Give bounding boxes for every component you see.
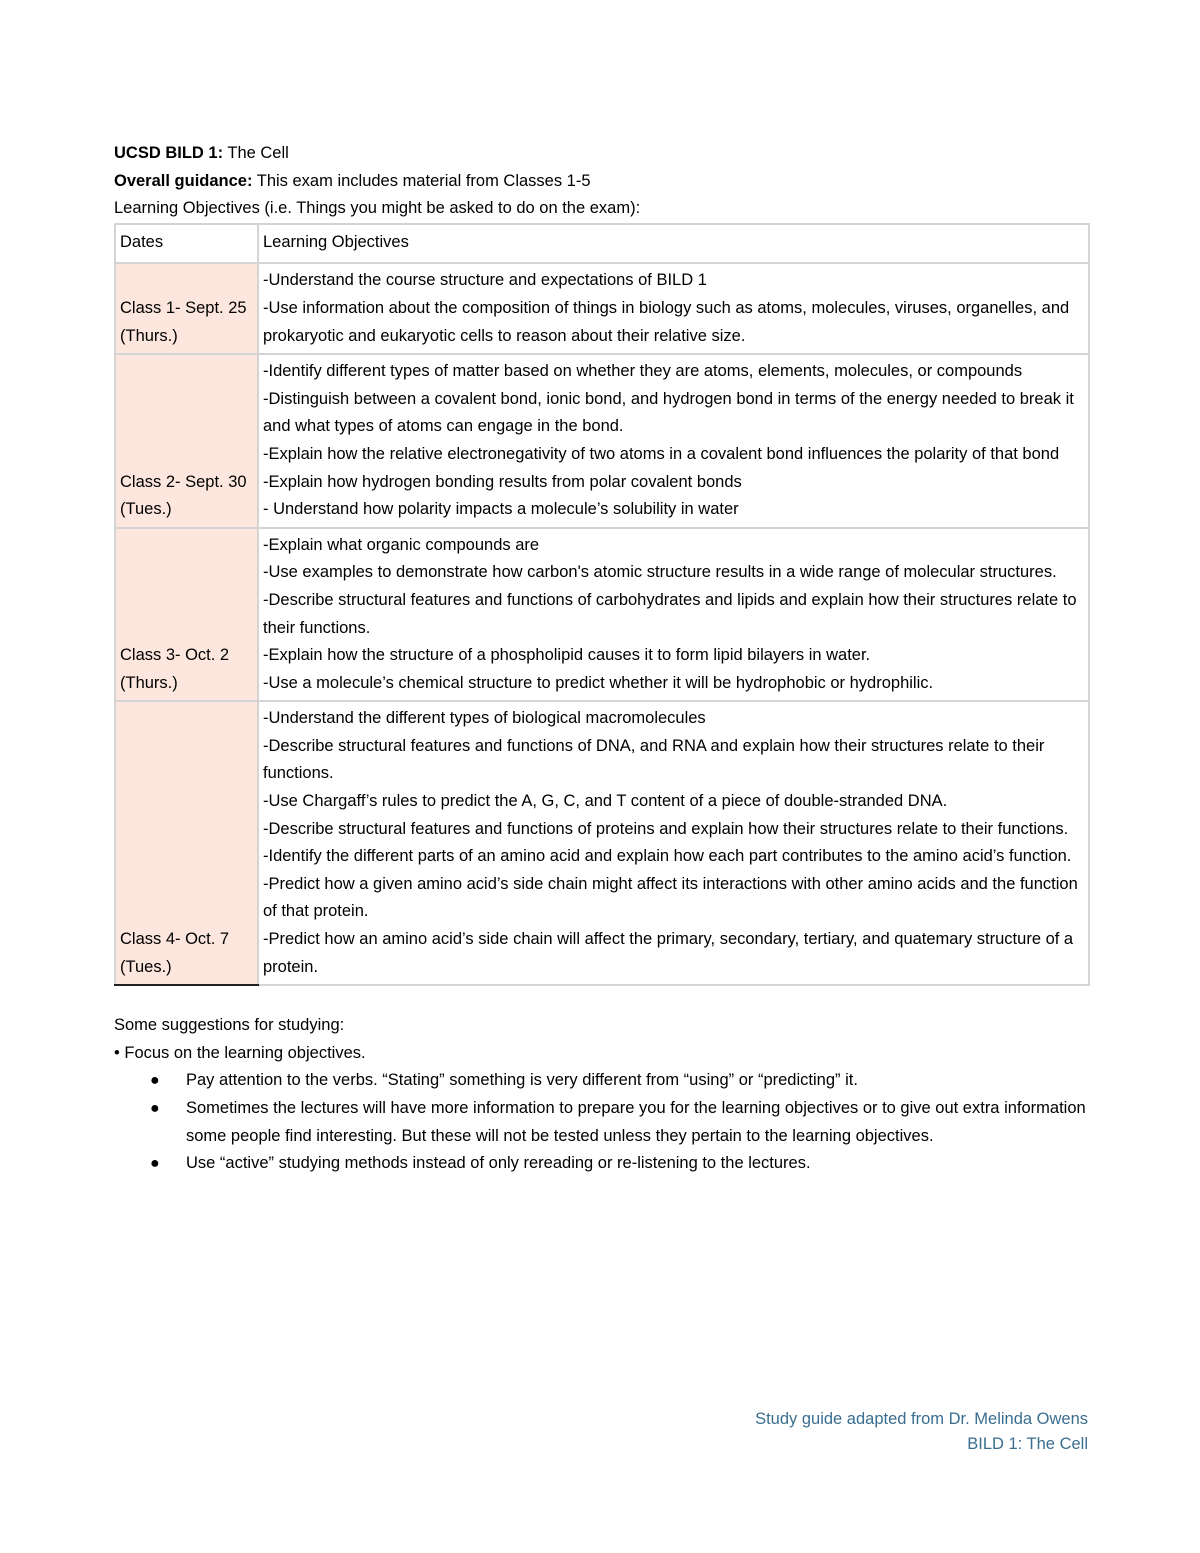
suggestion-text: Sometimes the lectures will have more information to prepare you for the learning objectives or to give out extra information some people find interesting. But these will not be tested unless they pertain to the learning objectives. xyxy=(186,1099,1086,1145)
bullet-icon: ● xyxy=(150,1072,160,1090)
date-label: Class 2- Sept. 30 xyxy=(120,472,247,491)
objective-item: -Understand the course structure and expectations of BILD 1 xyxy=(263,271,707,290)
objectives-cell xyxy=(258,528,1089,702)
bullet-icon: ● xyxy=(150,1100,160,1117)
overall-guidance xyxy=(114,168,1088,196)
objective-item: -Predict how an amino acid’s side chain will affect the primary, secondary, tertiary, and quatemary structure of a protein. xyxy=(263,930,1074,976)
objectives-intro: Learning Objectives (i.e. Things you might be asked to do on the exam): xyxy=(114,199,641,218)
date-label: Class 4- Oct. 7 xyxy=(120,930,230,949)
objective-item: -Identify different types of matter based on whether they are atoms, elements, molecules, or compounds xyxy=(263,362,1023,381)
date-weekday: (Thurs.) xyxy=(120,673,178,692)
suggestions-title: Some suggestions for studying: xyxy=(114,1016,345,1035)
date-cell xyxy=(115,528,258,702)
objective-item: -Use a molecule’s chemical structure to predict whether it will be hydrophobic or hydrophilic. xyxy=(263,673,934,692)
objectives-cell xyxy=(258,354,1089,528)
suggestion-text: Pay attention to the verbs. “Stating” something is very different from “using” or “predicting” it. xyxy=(186,1071,858,1090)
table-header-row xyxy=(115,224,1089,264)
objective-item: -Distinguish between a covalent bond, ionic bond, and hydrogen bond in terms of the energy needed to break it and what types of atoms can engage in the bond. xyxy=(263,389,1074,436)
date-label: Class 1- Sept. 25 xyxy=(120,298,247,317)
list-item xyxy=(114,1150,1088,1178)
list-item xyxy=(114,1095,1088,1150)
study-suggestions xyxy=(114,1012,1088,1178)
objective-item: -Predict how a given amino acid’s side chain might affect its interactions with other amino acids and the function of that protein. xyxy=(263,874,1078,921)
list-item xyxy=(114,1067,1088,1095)
date-cell xyxy=(115,263,258,354)
objective-item: -Use information about the composition of things in biology such as atoms, molecules, viruses, organelles, and prokaryotic and eukaryotic cells to reason about their relative size. xyxy=(263,298,1070,345)
objectives-cell xyxy=(258,263,1089,354)
date-cell xyxy=(115,354,258,528)
objectives-cell xyxy=(258,701,1089,985)
footer-course: BILD 1: The Cell xyxy=(967,1435,1088,1453)
date-cell xyxy=(115,701,258,985)
objective-item: -Explain how the structure of a phospholipid causes it to form lipid bilayers in water. xyxy=(263,646,871,665)
footer-credit: Study guide adapted from Dr. Melinda Owens xyxy=(755,1410,1088,1428)
objective-item: -Describe structural features and functions of carbohydrates and lipids and explain how their structures relate to their functions. xyxy=(263,590,1077,637)
date-label: Class 3- Oct. 2 xyxy=(120,646,230,665)
objective-item: -Explain how the relative electronegativity of two atoms in a covalent bond influences the polarity of that bond xyxy=(263,444,1060,463)
objective-item: -Describe structural features and functions of DNA, and RNA and explain how their structures relate to their functions. xyxy=(263,736,1045,783)
overall-guidance-text: This exam includes material from Classes 1-5 xyxy=(252,171,591,190)
objective-item: -Describe structural features and functions of proteins and explain how their structures relate to their functions. xyxy=(263,819,1069,838)
suggestion-text: Use “active” studying methods instead of only rereading or re-listening to the lectures. xyxy=(186,1154,811,1173)
bullet-icon: ● xyxy=(150,1155,160,1173)
course-title-bold: UCSD BILD 1: xyxy=(114,144,224,162)
dates-column-header: Dates xyxy=(115,224,258,264)
objective-item: -Use examples to demonstrate how carbon's atomic structure results in a wide range of molecular structures. xyxy=(263,563,1057,582)
table-row xyxy=(115,701,1089,985)
overall-guidance-label: Overall guidance: xyxy=(114,171,253,190)
objective-item: -Explain what organic compounds are xyxy=(263,535,540,554)
date-weekday: (Tues.) xyxy=(120,957,172,976)
objective-item: -Understand the different types of biological macromolecules xyxy=(263,709,706,728)
objective-item: - Understand how polarity impacts a molecule’s solubility in water xyxy=(263,500,739,519)
table-row xyxy=(115,354,1089,528)
objective-item: -Explain how hydrogen bonding results from polar covalent bonds xyxy=(263,472,742,491)
suggestions-list xyxy=(114,1067,1088,1177)
date-weekday: (Thurs.) xyxy=(120,326,178,345)
course-title xyxy=(114,140,1088,168)
study-guide-page xyxy=(114,140,1088,1178)
page-footer xyxy=(755,1407,1088,1457)
table-row xyxy=(115,263,1089,354)
learning-objectives-table xyxy=(114,223,1090,986)
suggestions-focus: • Focus on the learning objectives. xyxy=(114,1043,366,1062)
objectives-column-header: Learning Objectives xyxy=(258,224,1089,264)
table-row xyxy=(115,528,1089,702)
course-title-rest: The Cell xyxy=(223,144,289,162)
objective-item: -Use Chargaff’s rules to predict the A, G, C, and T content of a piece of double-stranded DNA. xyxy=(263,792,948,811)
date-weekday: (Tues.) xyxy=(120,500,172,519)
objective-item: -Identify the different parts of an amino acid and explain how each part contributes to the amino acid’s function. xyxy=(263,847,1072,866)
